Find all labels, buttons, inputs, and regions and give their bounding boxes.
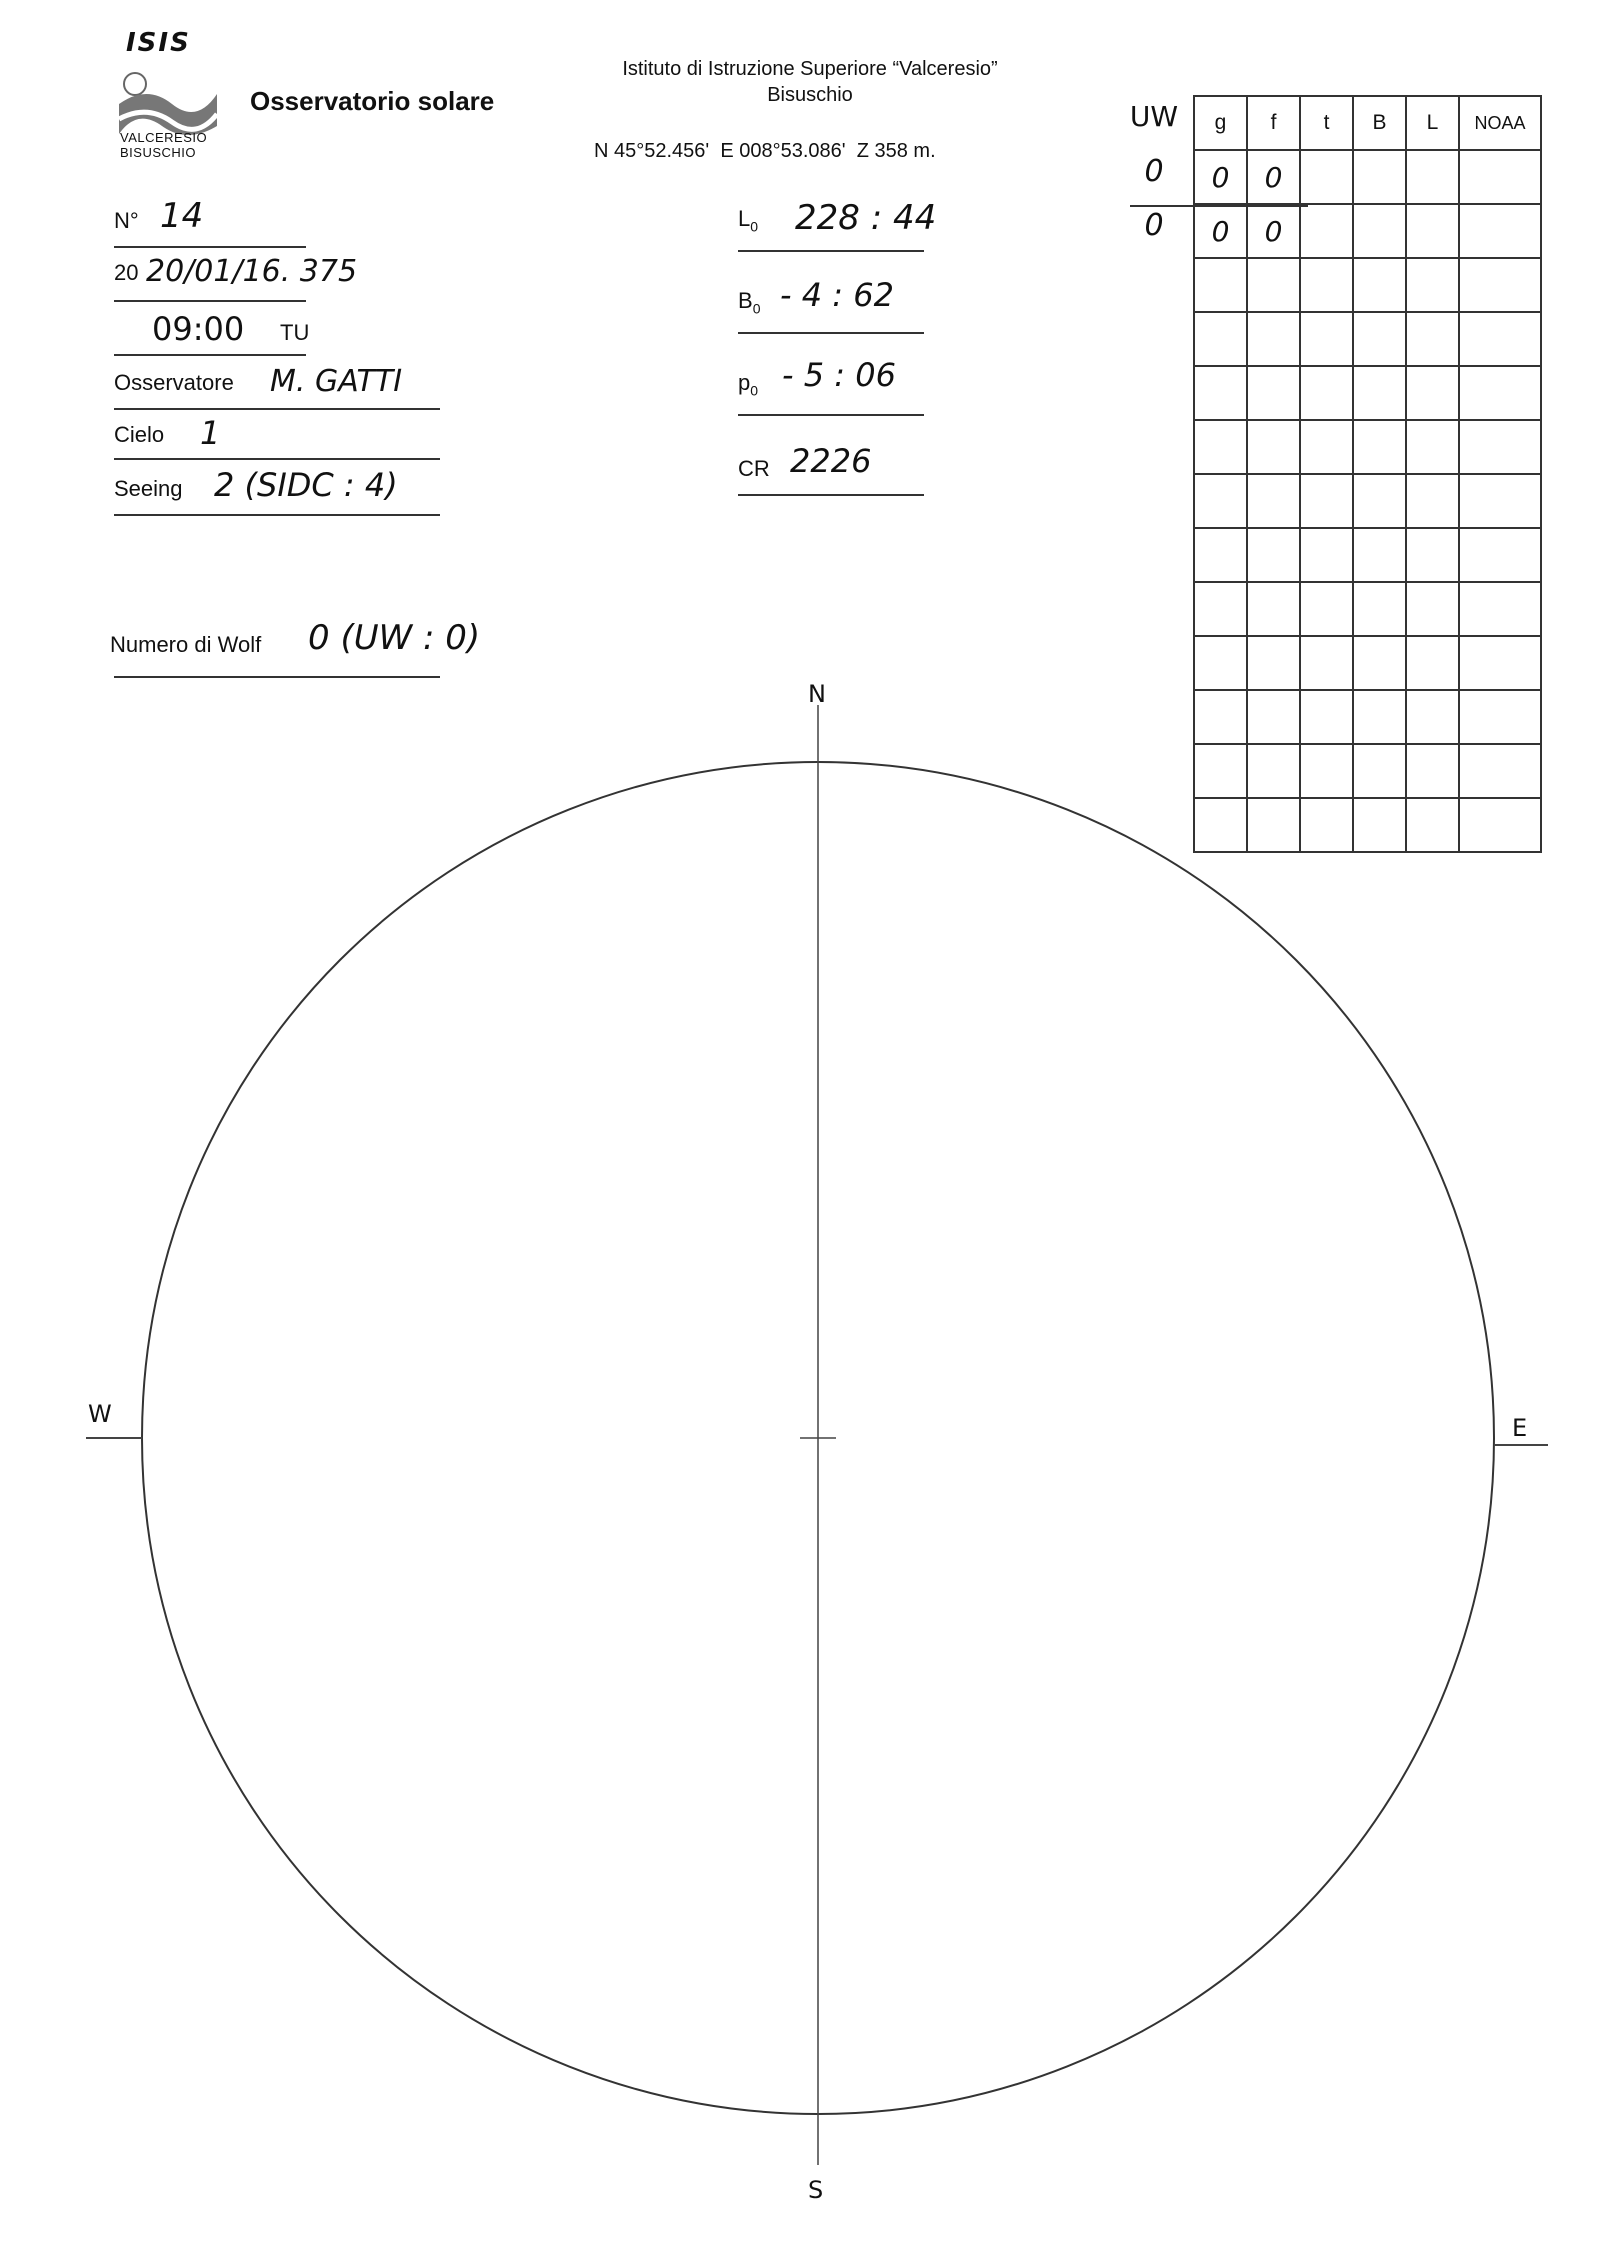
cr-value: 2226	[790, 442, 872, 480]
time-suffix: TU	[280, 320, 310, 345]
institute-name: Istituto di Istruzione Superiore “Valceresio”	[622, 58, 998, 80]
table-header-cell: B	[1353, 96, 1406, 150]
west-label: W	[88, 1400, 112, 1428]
cr-label: CR	[738, 456, 770, 481]
uw-header: UW	[1129, 100, 1179, 133]
seeing-value: 2 (SIDC : 4)	[214, 466, 398, 504]
date-value: 20/01/16. 375	[146, 254, 358, 289]
wolf-number-label: Numero di Wolf	[110, 632, 262, 657]
number-value: 14	[160, 196, 204, 236]
table-cell[interactable]: 0	[1194, 204, 1247, 258]
table-header-cell: f	[1247, 96, 1300, 150]
logo-caption-1: VALCERESIO	[120, 130, 208, 145]
logo-caption-2: BISUSCHIO	[120, 145, 197, 160]
table-header-cell: NOAA	[1459, 96, 1541, 150]
time-value: 09:00	[152, 310, 245, 348]
table-cell[interactable]: 0	[1247, 150, 1300, 204]
observatory-coordinates: N 45°52.456' E 008°53.086' Z 358 m.	[594, 140, 936, 162]
north-label: N	[808, 680, 826, 708]
p0-value: - 5 : 06	[782, 356, 896, 394]
date-prefix: 20	[114, 260, 139, 285]
table-header-cell: t	[1300, 96, 1353, 150]
uw-value-2: 0	[1144, 208, 1164, 243]
sky-value: 1	[200, 414, 221, 452]
table-cell[interactable]: 0	[1194, 150, 1247, 204]
l0-value: 228 : 44	[795, 198, 937, 238]
logo-wordmark: ISIS	[126, 28, 191, 58]
observer-label: Osservatore	[114, 370, 234, 395]
p0-label: $p_0$	[738, 370, 759, 399]
seeing-label: Seeing	[114, 476, 183, 501]
b0-label: $B_0$	[738, 288, 761, 317]
east-label: E	[1512, 1414, 1528, 1442]
b0-value: - 4 : 62	[780, 276, 894, 314]
page-title: Osservatorio solare	[250, 86, 495, 116]
institute-location: Bisuschio	[767, 84, 853, 106]
table-header-cell: L	[1406, 96, 1459, 150]
sky-label: Cielo	[114, 422, 165, 447]
l0-label: $L_0$	[738, 206, 759, 235]
uw-value-1: 0	[1144, 154, 1164, 189]
table-header-cell: g	[1194, 96, 1247, 150]
wolf-number-value: 0 (UW : 0)	[308, 618, 481, 658]
south-label: S	[808, 2176, 824, 2204]
observer-value: M. GATTI	[270, 364, 403, 399]
number-label: N°	[114, 208, 139, 233]
table-cell[interactable]: 0	[1247, 204, 1300, 258]
